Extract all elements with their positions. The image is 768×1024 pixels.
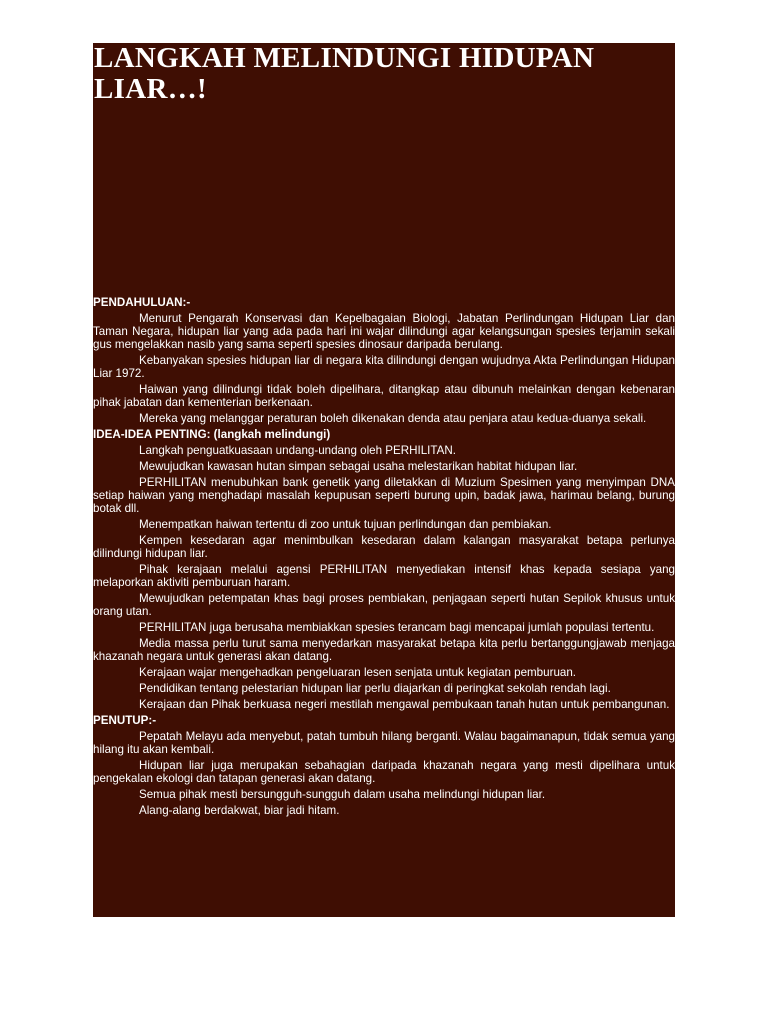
list-item (47, 621, 675, 634)
section-heading: PENDAHULUAN:- (93, 296, 191, 309)
list-item (47, 698, 675, 711)
list-item-text: Haiwan yang dilindungi tidak boleh dipelihara, ditangkap atau dibunuh melainkan dengan kebenaran pihak jabatan dan kementerian berkenaan. (93, 383, 675, 409)
list-item (47, 383, 675, 409)
bullet-icon: • (47, 477, 51, 487)
section-heading: PENUTUP:- (93, 714, 157, 727)
bullet-icon: • (47, 760, 51, 770)
list-item (47, 412, 675, 425)
list-item-text: Kerajaan wajar mengehadkan pengeluaran lesen senjata untuk kegiatan pemburuan. (139, 666, 577, 679)
bullet-icon: • (47, 731, 51, 741)
list-item (47, 637, 675, 663)
list-item-text: Hidupan liar juga merupakan sebahagian daripada khazanah negara yang mesti dipelihara untuk pengekalan ekologi dan tatapan generasi akan datang. (93, 759, 675, 785)
list-item (47, 788, 675, 801)
document-page (47, 42, 675, 917)
list-item-text: Kerajaan dan Pihak berkuasa negeri mestilah mengawal pembukaan tanah hutan untuk pembangunan. (139, 698, 670, 711)
list-item (47, 354, 675, 380)
list-item (47, 592, 675, 618)
list-item (47, 534, 675, 560)
bullet-icon: • (47, 805, 51, 815)
list-item (47, 476, 675, 515)
bullet-icon: • (47, 699, 51, 709)
list-item-text: Mewujudkan kawasan hutan simpan sebagai usaha melestarikan habitat hidupan liar. (139, 460, 578, 473)
bullet-icon: • (47, 413, 51, 423)
list-item-text: Menurut Pengarah Konservasi dan Kepelbagaian Biologi, Jabatan Perlindungan Hidupan Liar dan Taman Negara, hidupan liar yang ada pada hari ini wajar dilindungi agar kelangsungan spesies terjamin sekali gus mengelakkan nasib yang sama seperti spesies dinosaur daripada berulang. (93, 312, 675, 351)
list-item-text: Mewujudkan petempatan khas bagi proses pembiakan, penjagaan seperti hutan Sepilok khusus untuk orang utan. (93, 592, 675, 618)
list-item-text: Langkah penguatkuasaan undang-undang oleh PERHILITAN. (139, 444, 456, 457)
list-item (47, 682, 675, 695)
list-item-text: Media massa perlu turut sama menyedarkan masyarakat betapa kita perlu bertanggungjawab menjaga khazanah negara untuk generasi akan datang. (93, 637, 675, 663)
bullet-icon: • (47, 519, 51, 529)
list-item-text: Mereka yang melanggar peraturan boleh dikenakan denda atau penjara atau kedua-duanya sekali. (139, 412, 647, 425)
bullet-icon: • (47, 535, 51, 545)
document-body (47, 296, 675, 817)
bullet-icon: • (47, 638, 51, 648)
list-item (47, 518, 675, 531)
list-item-text: Pihak kerajaan melalui agensi PERHILITAN menyediakan intensif khas kepada sesiapa yang melaporkan aktiviti pemburuan haram. (93, 563, 675, 589)
list-item (47, 312, 675, 351)
bullet-icon: • (47, 789, 51, 799)
list-item (47, 759, 675, 785)
document-title: LANGKAH MELINDUNGI HIDUPAN LIAR…! (94, 42, 595, 105)
list-item-text: Alang-alang berdakwat, biar jadi hitam. (139, 804, 340, 817)
bullet-icon: • (47, 667, 51, 677)
list-item (47, 730, 675, 756)
bullet-icon: • (47, 593, 51, 603)
bullet-icon: • (47, 445, 51, 455)
bullet-icon: • (47, 313, 51, 323)
list-item-text: Pepatah Melayu ada menyebut, patah tumbuh hilang berganti. Walau bagaimanapun, tidak semua yang hilang itu akan kembali. (93, 730, 675, 756)
list-item (47, 460, 675, 473)
blank-image-area (93, 105, 675, 296)
list-item-text: Kempen kesedaran agar menimbulkan kesedaran dalam kalangan masyarakat betapa perlunya dilindungi hidupan liar. (93, 534, 675, 560)
section-heading: IDEA-IDEA PENTING: (langkah melindungi) (93, 428, 331, 441)
list-item (47, 563, 675, 589)
list-item (47, 444, 675, 457)
list-item-text: Semua pihak mesti bersungguh-sungguh dalam usaha melindungi hidupan liar. (139, 788, 546, 801)
list-item-text: PERHILITAN menubuhkan bank genetik yang diletakkan di Muzium Spesimen yang menyimpan DNA setiap haiwan yang menghadapi masalah kepupusan seperti burung upin, badak jawa, harimau belang, burung botak dll. (93, 476, 675, 515)
bullet-icon: • (47, 384, 51, 394)
list-item-text: Kebanyakan spesies hidupan liar di negara kita dilindungi dengan wujudnya Akta Perlindungan Hidupan Liar 1972. (93, 354, 675, 380)
list-item-text: Menempatkan haiwan tertentu di zoo untuk tujuan perlindungan dan pembiakan. (139, 518, 552, 531)
bullet-icon: • (47, 355, 51, 365)
bullet-icon: • (47, 564, 51, 574)
list-item (47, 804, 675, 817)
list-item (47, 666, 675, 679)
bullet-icon: • (47, 461, 51, 471)
list-item-text: Pendidikan tentang pelestarian hidupan liar perlu diajarkan di peringkat sekolah rendah lagi. (139, 682, 611, 695)
bullet-icon: • (47, 622, 51, 632)
bullet-icon: • (47, 683, 51, 693)
list-item-text: PERHILITAN juga berusaha membiakkan spesies terancam bagi mencapai jumlah populasi tertentu. (139, 621, 655, 634)
